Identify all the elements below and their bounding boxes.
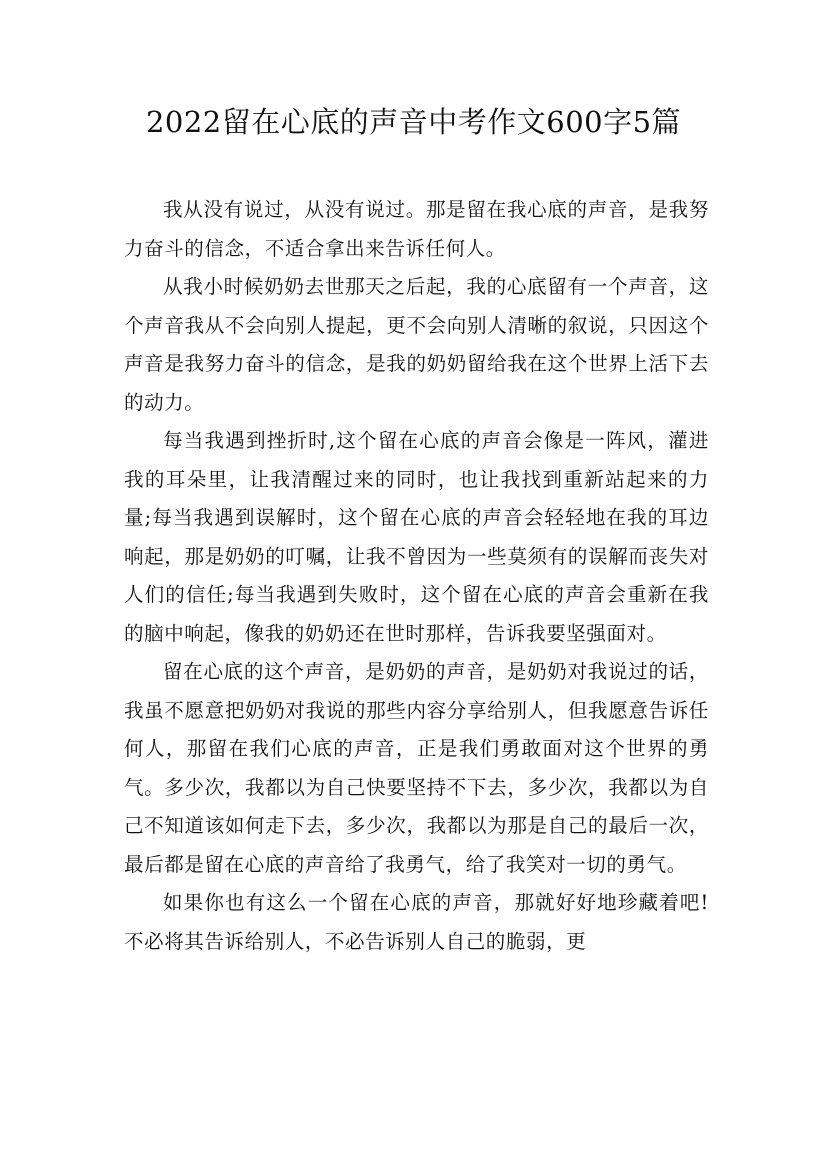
document-title: 2022留在心底的声音中考作文600字5篇 xyxy=(145,105,682,139)
paragraph-1: 我从没有说过，从没有说过。那是留在我心底的声音，是我努力奋斗的信念，不适合拿出来告诉任何人。 xyxy=(124,198,709,260)
paragraph-4: 留在心底的这个声音，是奶奶的声音，是奶奶对我说过的话，我虽不愿意把奶奶对我说的那些内容分享给别人，但我愿意告诉任何人，那留在我们心底的声音，正是我们勇敢面对这个世界的勇气。多少次，我都以为自己快要坚持不下去，多少次，我都以为自己不知道该如何走下去，多少次，我都以为那是自己的最后一次，最后都是留在心底的声音给了我勇气，给了我笑对一切的勇气。 xyxy=(124,660,709,876)
document-body xyxy=(124,191,709,961)
paragraph-3: 每当我遇到挫折时,这个留在心底的声音会像是一阵风，灌进我的耳朵里，让我清醒过来的同时，也让我找到重新站起来的力量;每当我遇到误解时，这个留在心底的声音会轻轻地在我的耳边响起，那是奶奶的叮嘱，让我不曾因为一些莫须有的误解而丧失对人们的信任;每当我遇到失败时，这个留在心底的声音会重新在我的脑中响起，像我的奶奶还在世时那样，告诉我要坚强面对。 xyxy=(124,429,709,645)
paragraph-5: 如果你也有这么一个留在心底的声音，那就好好地珍藏着吧!不必将其告诉给别人，不必告诉别人自己的脆弱，更 xyxy=(124,891,709,953)
paragraph-2: 从我小时候奶奶去世那天之后起，我的心底留有一个声音，这个声音我从不会向别人提起，更不会向别人清晰的叙说，只因这个声音是我努力奋斗的信念，是我的奶奶留给我在这个世界上活下去的动力。 xyxy=(124,275,709,414)
